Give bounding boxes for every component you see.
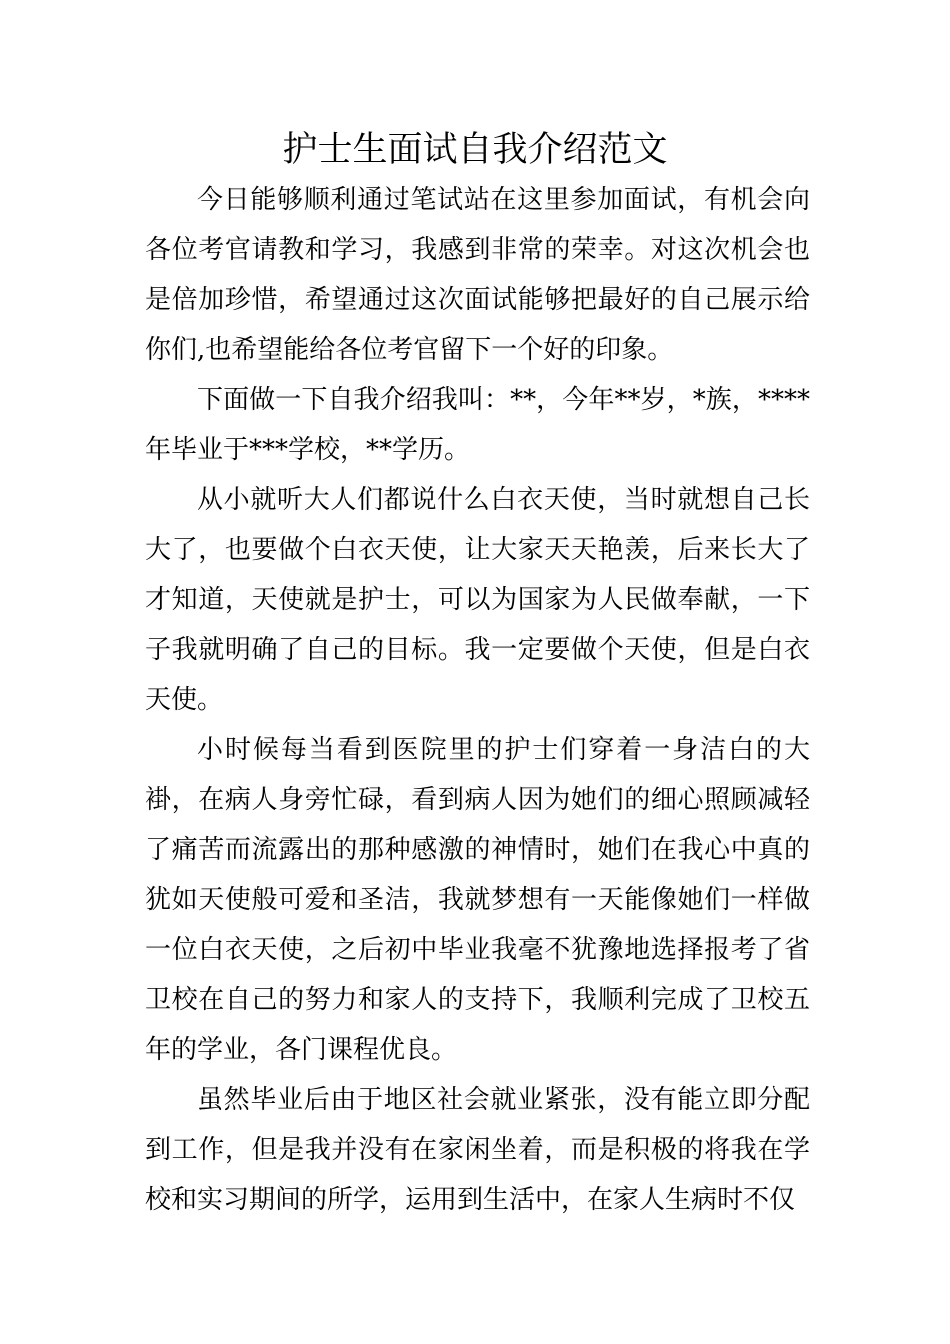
paragraph-childhood-dream: 从小就听大人们都说什么白衣天使，当时就想自己长大了，也要做个白衣天使，让大家天天艳羡，后来长大了才知道，天使就是护士，可以为国家为人民做奉献，一下子我就明确了自己的目标。我一定要做个天使，但是白衣天使。 xyxy=(145,485,810,715)
paragraph-after-graduation: 虽然毕业后由于地区社会就业紧张，没有能立即分配到工作，但是我并没有在家闲坐着，而是积极的将我在学校和实习期间的所学，运用到生活中，在家人生病时不仅 xyxy=(145,1085,810,1215)
paragraph-opening: 今日能够顺利通过笔试站在这里参加面试，有机会向各位考官请教和学习，我感到非常的荣幸。对这次机会也是倍加珍惜，希望通过这次面试能够把最好的自己展示给你们,也希望能给各位考官留下一个好的印象。 xyxy=(145,185,810,365)
paragraph-nurse-inspiration: 小时候每当看到医院里的护士们穿着一身洁白的大褂，在病人身旁忙碌，看到病人因为她们的细心照顾减轻了痛苦而流露出的那种感激的神情时，她们在我心中真的犹如天使般可爱和圣洁，我就梦想有一天能像她们一样做一位白衣天使，之后初中毕业我毫不犹豫地选择报考了省卫校在自己的努力和家人的支持下，我顺利完成了卫校五年的学业，各门课程优良。 xyxy=(145,735,810,1065)
document-body xyxy=(145,175,810,1225)
document-title: 护士生面试自我介绍范文 xyxy=(282,130,668,170)
paragraph-self-intro: 下面做一下自我介绍我叫：**，今年**岁，*族，****年毕业于***学校，**学历。 xyxy=(145,385,810,465)
